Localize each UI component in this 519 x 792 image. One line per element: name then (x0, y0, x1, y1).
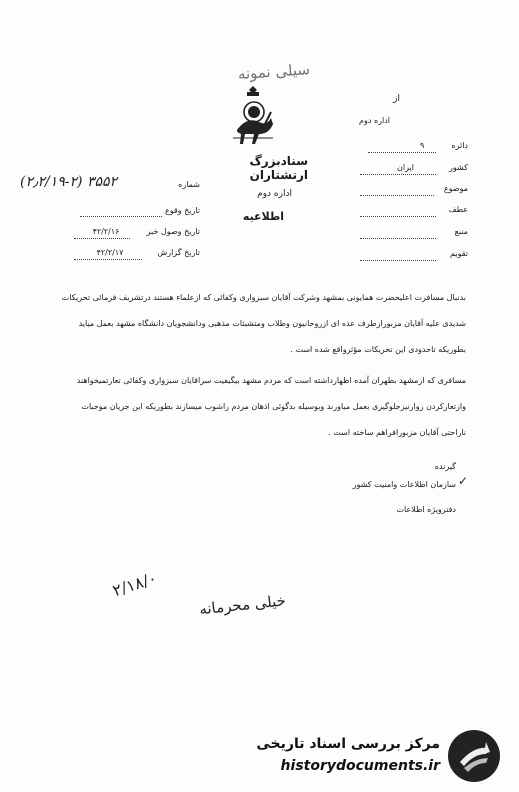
lion-and-sun-emblem (229, 82, 277, 144)
report-date-line (74, 259, 142, 260)
number-label: شماره (178, 180, 200, 189)
from-value: اداره دوم (359, 116, 390, 125)
source-line (360, 238, 436, 239)
from-label: از (393, 94, 400, 104)
office-value: ۹ (420, 141, 425, 150)
subject-line (360, 195, 434, 196)
report-date-value: ۴۲/۲/۱۷ (96, 248, 124, 257)
recipient-check-mark: ✓ (458, 474, 469, 488)
body-line-5: وازتعارکردن زوارنیزجلوگیری بعمل میاورند وبوسیله بدگوئی اذهان مردم راشوب میسازند بطوریکه این جریان موجبات (81, 402, 466, 411)
handwritten-date: ۲/۱۸/۰ (110, 568, 160, 601)
handwritten-signature: خیلی محرمانه (198, 591, 287, 619)
source-label: منبع (454, 227, 468, 236)
reference-label: عطف (448, 205, 468, 214)
watermark-url: historydocuments.ir (280, 758, 440, 774)
watermark-name: مرکز بررسی اسناد تاریخی (256, 736, 440, 752)
event-date-label: تاریخ وقوع (164, 206, 200, 215)
documents-center-logo (446, 728, 502, 784)
handwritten-top-note: سیلی نمونه (237, 60, 311, 84)
report-date-label: تاریخ گزارش (157, 248, 200, 257)
department-label: اداره دوم (257, 189, 292, 199)
subject-label: موضوع (443, 184, 468, 193)
evaluation-label: تقویم (450, 249, 468, 258)
received-date-label: تاریخ وصول خبر (146, 227, 200, 236)
reference-line (360, 216, 436, 217)
handwritten-serial-number: (۲٫۲/۱۹-۲) ۳۵۵۲ (20, 174, 118, 190)
body-line-2: شدیدی علیه آقایان مزبورازطرف عده ای ازروحانیون وطلاب ومتشبثات مذهبی ودانشجویان دانشگاه مشهد بعمل میاید (78, 319, 466, 328)
country-value: ایران (397, 163, 414, 172)
body-line-3: بطوریکه تاحدودی این تحریکات مؤثرواقع شده است . (290, 345, 466, 354)
body-line-1: بدنبال مسافرت اعلیحضرت همایونی بمشهد وشرکت آقایان سبزواری وکفائی که ازعلماء هستند درتشریف فرمائی تحریکات (61, 293, 466, 302)
country-label: کشور (449, 163, 468, 172)
recipient-2: دفترویژه اطلاعات (396, 505, 456, 514)
received-date-value: ۴۲/۲/۱۶ (92, 227, 120, 236)
office-label: دائره (451, 141, 468, 150)
office-line (368, 152, 436, 153)
body-line-6: ناراحتی آقایان مزبورافراهم ساخته است . (328, 428, 466, 437)
event-date-line (80, 216, 162, 217)
recipient-1: سازمان اطلاعات وامنیت کشور (352, 480, 456, 489)
received-date-line (74, 238, 130, 239)
body-line-4: مسافری که ازمشهد بطهران آمده اظهارداشته است که مردم مشهد بیگیفیت سراقایان سبزواری وکفائی تعارتمیخواهند (76, 376, 466, 385)
doc-type-title: اطلاعیه (242, 210, 284, 223)
evaluation-line (360, 260, 436, 261)
organization-title: سنادبزرگ ارتشتاران (249, 154, 308, 182)
recipient-label: گیرنده (434, 462, 456, 471)
country-line (360, 174, 436, 175)
